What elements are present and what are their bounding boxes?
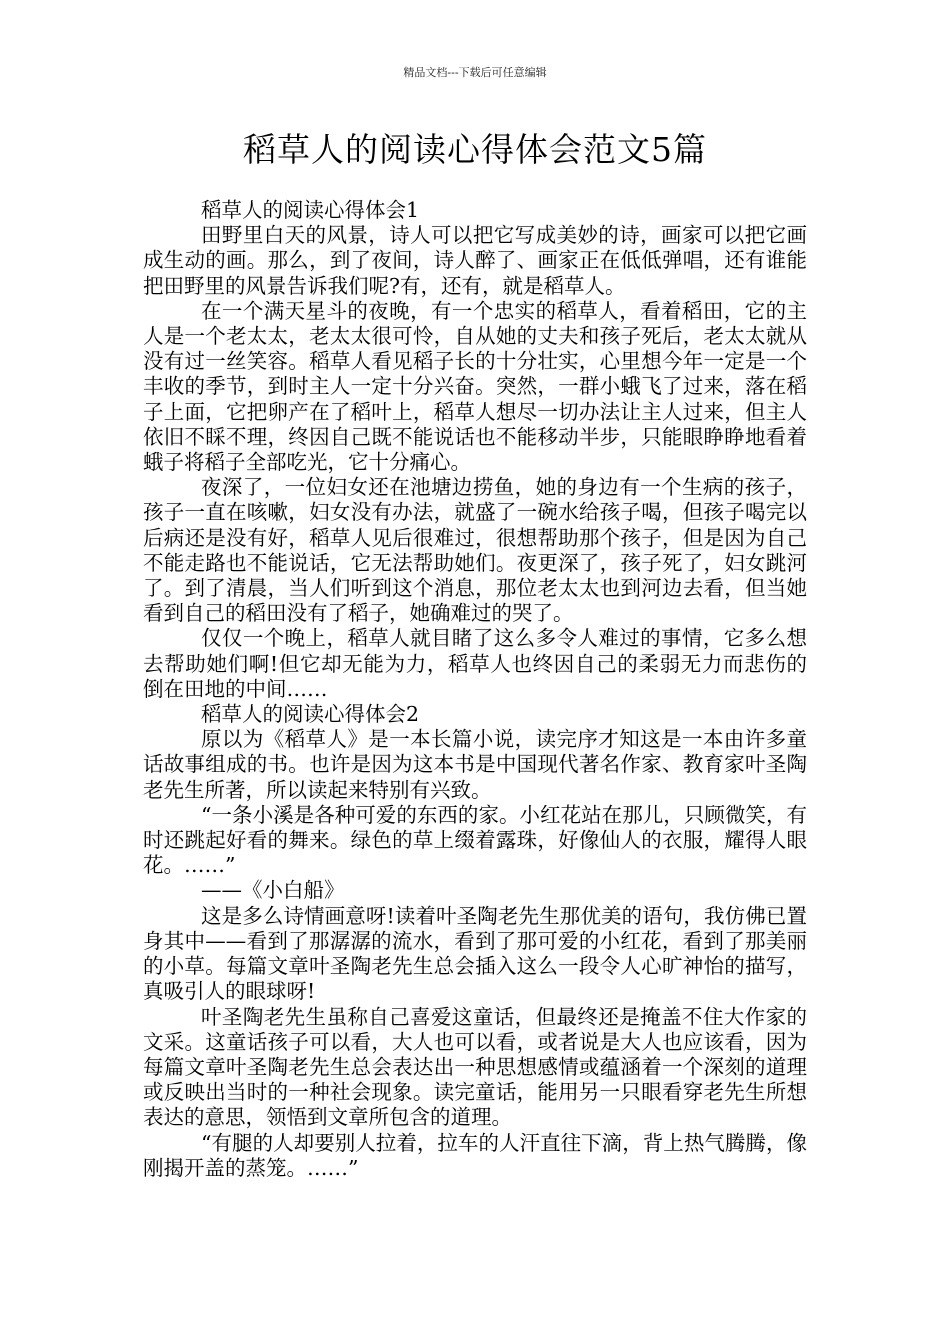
quote-paragraph: “一条小溪是各种可爱的东西的家。小红花站在那儿，只顾微笑，有时还跳起好看的舞来。绿色的草上缀着露珠，好像仙人的衣服，耀得人眼花。……” <box>143 802 807 878</box>
paragraph: 夜深了，一位妇女还在池塘边捞鱼，她的身边有一个生病的孩子，孩子一直在咳嗽，妇女没有办法，就盛了一碗水给孩子喝，但孩子喝完以后病还是没有好，稻草人见后很难过，很想帮助那个孩子，但是因为自己不能走路也不能说话，它无法帮助她们。夜更深了，孩子死了，妇女跳河了。到了清晨，当人们听到这个消息，那位老太太也到河边去看，但当她看到自己的稻田没有了稻子，她确难过的哭了。 <box>143 475 807 626</box>
section-heading-1: 稻草人的阅读心得体会1 <box>201 198 420 222</box>
paragraph: 仅仅一个晚上，稻草人就目睹了这么多令人难过的事情，它多么想去帮助她们啊!但它却无能为力，稻草人也终因自己的柔弱无力而悲伤的倒在田地的中间…… <box>143 626 807 701</box>
paragraph: 叶圣陶老先生虽称自己喜爱这童话，但最终还是掩盖不住大作家的文采。这童话孩子可以看，大人也可以看，或者说是大人也应该看，因为每篇文章叶圣陶老先生总会表达出一种思想感情或蕴涵着一个深刻的道理或反映出当时的一种社会现象。读完童话，能用另一只眼看穿老先生所想表达的意思，领悟到文章所包含的道理。 <box>143 1004 807 1130</box>
quote-paragraph: “有腿的人却要别人拉着，拉车的人汗直往下滴，背上热气腾腾，像刚揭开盖的蒸笼。……” <box>143 1130 807 1180</box>
paragraph: 田野里白天的风景，诗人可以把它写成美妙的诗，画家可以把它画成生动的画。那么，到了夜间，诗人醉了、画家正在低低弹唱，还有谁能把田野里的风景告诉我们呢?有，还有，就是稻草人。 <box>143 223 807 298</box>
page-header-note: 精品文档---下载后可任意编辑 <box>403 66 547 79</box>
document-body <box>143 198 807 1181</box>
section-heading-2: 稻草人的阅读心得体会2 <box>201 702 420 727</box>
paragraph: 这是多么诗情画意呀!读着叶圣陶老先生那优美的语句，我仿佛已置身其中——看到了那潺潺的流水，看到了那可爱的小红花，看到了那美丽的小草。每篇文章叶圣陶老先生总会插入这么一段令人心旷神怡的描写，真吸引人的眼球呀! <box>143 903 807 1004</box>
paragraph: 原以为《稻草人》是一本长篇小说，读完序才知这是一本由许多童话故事组成的书。也许是因为这本书是中国现代著名作家、教育家叶圣陶老先生所著，所以读起来特别有兴致。 <box>143 727 807 802</box>
document-title: 稻草人的阅读心得体会范文5篇 <box>243 130 707 169</box>
quote-source: ——《小白船》 <box>201 878 345 903</box>
paragraph: 在一个满天星斗的夜晚，有一个忠实的稻草人，看着稻田，它的主人是一个老太太，老太太很可怜，自从她的丈夫和孩子死后，老太太就从没有过一丝笑容。稻草人看见稻子长的十分壮实，心里想今年一定是一个丰收的季节，到时主人一定十分兴奋。突然，一群小蛾飞了过来，落在稻子上面，它把卵产在了稻叶上，稻草人想尽一切办法让主人过来，但主人依旧不睬不理，终因自己既不能说话也不能移动半步，只能眼睁睁地看着蛾子将稻子全部吃光，它十分痛心。 <box>143 298 807 475</box>
